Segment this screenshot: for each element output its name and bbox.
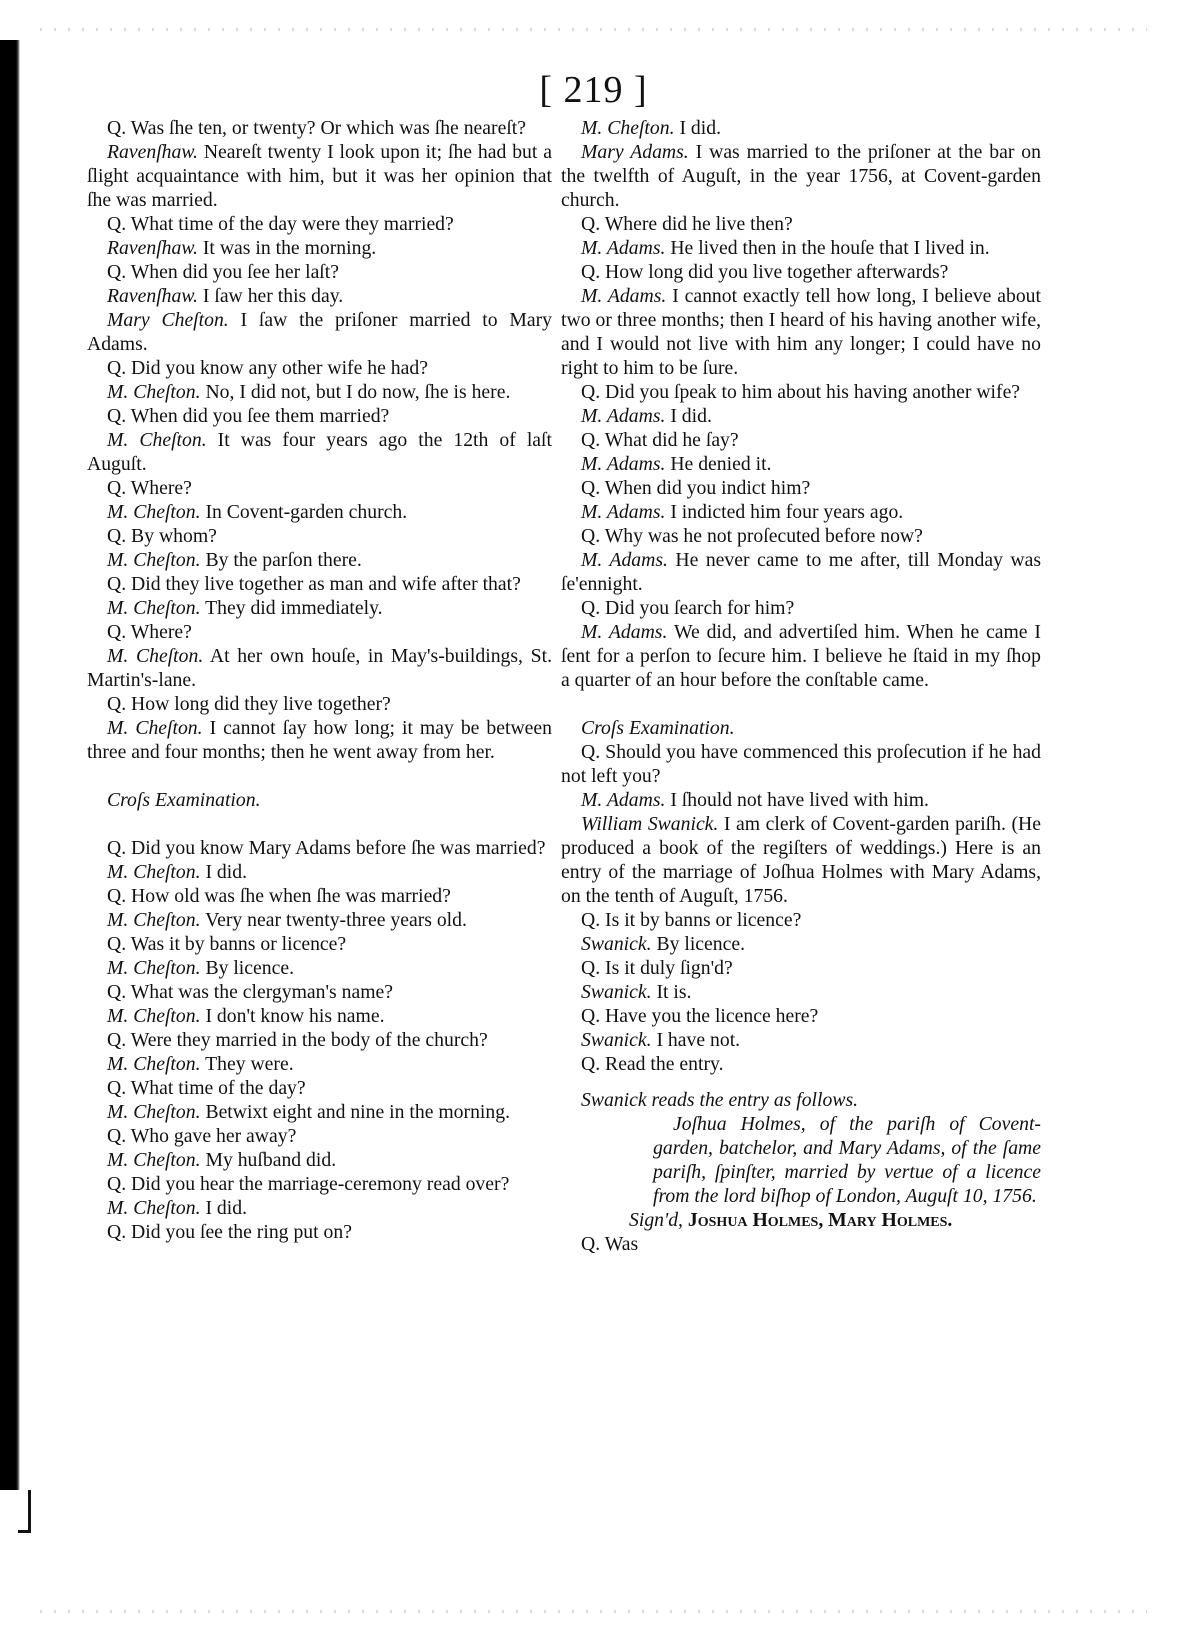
testimony-line: [87, 596, 552, 620]
testimony-line: [561, 980, 1041, 1004]
testimony-text: In Covent-garden church.: [200, 501, 408, 523]
testimony-line: [87, 548, 552, 572]
testimony-text: I ſaw the priſoner married to Mary Adams.: [87, 309, 553, 355]
testimony-text: Q. Was it by banns or licence?: [107, 933, 347, 955]
testimony-line: [561, 140, 1041, 212]
speaker-name: M. Cheſton.: [107, 381, 201, 403]
testimony-line: [87, 524, 552, 548]
testimony-line: [87, 140, 552, 212]
testimony-text: I did.: [200, 861, 247, 883]
testimony-line: [87, 1004, 552, 1028]
testimony-text: Q. Did they live together as man and wife after that?: [107, 573, 521, 595]
speaker-name: M. Cheſton.: [107, 1149, 201, 1171]
testimony-line: [87, 980, 552, 1004]
speaker-name: M. Adams.: [581, 549, 668, 571]
testimony-line: [561, 596, 1041, 620]
testimony-line: [561, 380, 1041, 404]
testimony-text: I ſhould not have lived with him.: [665, 789, 929, 811]
testimony-line: [87, 500, 552, 524]
testimony-line: [87, 860, 552, 884]
signed-names: Joshua Holmes, Mary Holmes.: [687, 1209, 953, 1231]
testimony-line: [87, 308, 552, 356]
testimony-line: [87, 1148, 552, 1172]
speaker-name: M. Cheſton.: [107, 645, 204, 667]
speaker-name: M. Cheſton.: [107, 429, 207, 451]
testimony-line: [87, 1220, 552, 1244]
testimony-text: He lived then in the houſe that I lived in.: [665, 237, 990, 259]
testimony-line: [561, 812, 1041, 908]
testimony-line: [87, 572, 552, 596]
testimony-text: Q. By whom?: [107, 525, 217, 547]
testimony-line: [87, 428, 552, 476]
speaker-name: M. Cheſton.: [107, 1005, 201, 1027]
register-entry: Joſhua Holmes, of the pariſh of Covent-garden, batchelor, and Mary Adams, of the ſame pariſh, ſpinſter, married by vertue of a licence from the lord biſhop of London, Auguſt 10, 1756.: [653, 1113, 1041, 1207]
testimony-text: By licence.: [651, 933, 746, 955]
testimony-text: Q. Did you know Mary Adams before ſhe was married?: [107, 837, 546, 859]
scan-noise-top: [40, 28, 1147, 31]
testimony-line: [87, 716, 552, 764]
testimony-line: [87, 212, 552, 236]
testimony-text: We did, and advertiſed him. When he came I ſent for a perſon to ſecure him. I believe he ſtaid in my ſhop a quarter of an hour before the conſtable came.: [561, 621, 1041, 691]
speaker-name: M. Adams.: [581, 453, 666, 475]
testimony-line: [561, 548, 1041, 596]
testimony-line: [561, 404, 1041, 428]
testimony-text: Q. Have you the licence here?: [581, 1005, 819, 1027]
testimony-line: [561, 1052, 1041, 1076]
testimony-line: [87, 692, 552, 716]
testimony-text: I cannot ſay how long; it may be between three and four months; then he went away from her.: [87, 717, 552, 763]
testimony-line: [87, 932, 552, 956]
testimony-text: Q. Did you hear the marriage-ceremony read over?: [107, 1173, 510, 1195]
scan-binding-shadow: [0, 40, 20, 1490]
testimony-text: Q. What time of the day?: [107, 1077, 306, 1099]
testimony-text: Q. Were they married in the body of the church?: [107, 1029, 488, 1051]
testimony-text: Q. When did you ſee them married?: [107, 405, 390, 427]
testimony-text: I did.: [200, 1197, 247, 1219]
testimony-line: [87, 908, 552, 932]
testimony-text: Betwixt eight and nine in the morning.: [200, 1101, 510, 1123]
testimony-line: [561, 116, 1041, 140]
speaker-name: M. Cheſton.: [107, 1197, 201, 1219]
testimony-line: [87, 476, 552, 500]
testimony-text: No, I did not, but I do now, ſhe is here.: [200, 381, 511, 403]
testimony-text: Q. Should you have commenced this proſecution if he had not left you?: [561, 741, 1041, 787]
testimony-line: [561, 932, 1041, 956]
scan-noise-bottom: [40, 1610, 1147, 1613]
entry-heading: Swanick reads the entry as follows.: [581, 1089, 859, 1111]
testimony-line: [561, 620, 1041, 692]
testimony-text: Q. Where?: [107, 621, 192, 643]
testimony-line: [561, 908, 1041, 932]
testimony-text: By the parſon there.: [200, 549, 362, 571]
testimony-line: [561, 500, 1041, 524]
testimony-text: Q. Did you ſearch for him?: [581, 597, 795, 619]
speaker-name: M. Cheſton.: [107, 909, 201, 931]
page-number: [ 219 ]: [539, 69, 648, 111]
catchword: Q. Was: [581, 1233, 639, 1255]
speaker-name: Swanick.: [581, 981, 652, 1003]
testimony-text: They did immediately.: [200, 597, 383, 619]
testimony-text: Q. Was ſhe ten, or twenty? Or which was ſhe neareſt?: [107, 117, 527, 139]
testimony-line: [87, 1028, 552, 1052]
testimony-line: [561, 956, 1041, 980]
speaker-name: M. Cheſton.: [107, 549, 201, 571]
testimony-text: Very near twenty-three years old.: [200, 909, 467, 931]
testimony-line: [87, 1172, 552, 1196]
testimony-line: [561, 260, 1041, 284]
testimony-text: Q. Where?: [107, 477, 192, 499]
speaker-name: Swanick.: [581, 933, 652, 955]
left-column: [87, 116, 552, 1244]
testimony-line: [87, 1076, 552, 1100]
signed-label: Sign'd,: [629, 1209, 683, 1231]
speaker-name: Swanick.: [581, 1029, 652, 1051]
testimony-line: [561, 476, 1041, 500]
testimony-line: [561, 284, 1041, 380]
testimony-line: [561, 1028, 1041, 1052]
testimony-line: [87, 404, 552, 428]
testimony-line: [87, 1124, 552, 1148]
testimony-text: I am clerk of Covent-garden pariſh. (He produced a book of the regiſters of weddings.) Here is an entry of the marriage of Joſhua Holmes with Mary Adams, on the tenth of Auguſt, 1756.: [561, 813, 1041, 907]
speaker-name: M. Adams.: [581, 621, 668, 643]
testimony-text: At her own houſe, in May's-buildings, St. Martin's-lane.: [87, 645, 552, 691]
testimony-text: I ſaw her this day.: [197, 285, 344, 307]
testimony-text: Q. Did you know any other wife he had?: [107, 357, 428, 379]
testimony-line: [561, 740, 1041, 788]
testimony-text: I have not.: [651, 1029, 741, 1051]
speaker-name: M. Adams.: [581, 405, 666, 427]
testimony-line: [87, 884, 552, 908]
testimony-line: [87, 956, 552, 980]
testimony-text: Q. Is it by banns or licence?: [581, 909, 802, 931]
right-cross-examination: [561, 740, 1041, 1076]
testimony-line: [87, 1196, 552, 1220]
speaker-name: M. Adams.: [581, 237, 666, 259]
testimony-line: [87, 284, 552, 308]
testimony-line: [87, 1100, 552, 1124]
speaker-name: Mary Cheſton.: [107, 309, 229, 331]
testimony-line: [561, 1004, 1041, 1028]
speaker-name: M. Adams.: [581, 789, 666, 811]
right-testimony: [561, 116, 1041, 692]
testimony-line: [561, 428, 1041, 452]
testimony-text: I did.: [665, 405, 712, 427]
testimony-text: Q. What did he ſay?: [581, 429, 739, 451]
testimony-line: [87, 260, 552, 284]
speaker-name: Mary Adams.: [581, 141, 689, 163]
speaker-name: M. Cheſton.: [107, 717, 203, 739]
testimony-line: [561, 788, 1041, 812]
right-column: [561, 116, 1041, 1256]
speaker-name: M. Adams.: [581, 501, 666, 523]
testimony-text: Neareſt twenty I look upon it; ſhe had but a ſlight acquaintance with him, but it was her opinion that ſhe was married.: [87, 141, 552, 211]
testimony-text: I indicted him four years ago.: [665, 501, 904, 523]
testimony-line: [87, 356, 552, 380]
testimony-line: [561, 236, 1041, 260]
testimony-line: [87, 380, 552, 404]
testimony-text: My huſband did.: [200, 1149, 337, 1171]
testimony-text: Q. When did you ſee her laſt?: [107, 261, 339, 283]
speaker-name: Ravenſhaw.: [107, 285, 198, 307]
speaker-name: M. Adams.: [581, 285, 667, 307]
testimony-line: [87, 644, 552, 692]
testimony-text: Q. What time of the day were they married?: [107, 213, 454, 235]
testimony-text: Q. Is it duly ſign'd?: [581, 957, 733, 979]
testimony-text: Q. How old was ſhe when ſhe was married?: [107, 885, 451, 907]
testimony-line: [87, 620, 552, 644]
testimony-text: I did.: [674, 117, 721, 139]
testimony-line: [87, 116, 552, 140]
testimony-text: He denied it.: [665, 453, 772, 475]
register-signatures: [561, 1208, 1041, 1232]
speaker-name: M. Cheſton.: [581, 117, 675, 139]
testimony-text: They were.: [200, 1053, 294, 1075]
left-cross-examination: [87, 836, 552, 1244]
testimony-text: By licence.: [200, 957, 294, 979]
speaker-name: Ravenſhaw.: [107, 141, 198, 163]
testimony-line: [561, 524, 1041, 548]
right-section-heading: Croſs Examination.: [581, 717, 735, 739]
left-testimony: [87, 116, 552, 764]
speaker-name: M. Cheſton.: [107, 1101, 201, 1123]
speaker-name: M. Cheſton.: [107, 1053, 201, 1075]
testimony-line: [87, 1052, 552, 1076]
testimony-text: I don't know his name.: [200, 1005, 385, 1027]
speaker-name: Ravenſhaw.: [107, 237, 198, 259]
testimony-text: Q. How long did you live together afterwards?: [581, 261, 949, 283]
testimony-text: It was in the morning.: [197, 237, 377, 259]
testimony-text: Q. Who gave her away?: [107, 1125, 297, 1147]
testimony-line: [87, 236, 552, 260]
testimony-text: It is.: [651, 981, 692, 1003]
testimony-text: Q. Why was he not proſecuted before now?: [581, 525, 923, 547]
testimony-line: [561, 212, 1041, 236]
testimony-text: Q. Did you ſpeak to him about his having another wife?: [581, 381, 1021, 403]
scan-binding-mark: [18, 1490, 31, 1533]
testimony-text: Q. How long did they live together?: [107, 693, 391, 715]
left-section-heading: Croſs Examination.: [107, 789, 261, 811]
testimony-line: [561, 452, 1041, 476]
testimony-text: Q. Did you ſee the ring put on?: [107, 1221, 352, 1243]
testimony-text: I was married to the priſoner at the bar on the twelfth of Auguſt, in the year 1756, at Covent-garden church.: [561, 141, 1041, 211]
testimony-text: It was four years ago the 12th of laſt Auguſt.: [87, 429, 552, 475]
testimony-text: Q. When did you indict him?: [581, 477, 811, 499]
speaker-name: M. Cheſton.: [107, 861, 201, 883]
testimony-line: [87, 836, 552, 860]
testimony-text: He never came to me after, till Monday was ſe'ennight.: [561, 549, 1041, 595]
testimony-text: Q. What was the clergyman's name?: [107, 981, 394, 1003]
testimony-text: Q. Where did he live then?: [581, 213, 793, 235]
speaker-name: M. Cheſton.: [107, 597, 201, 619]
testimony-text: Q. Read the entry.: [581, 1053, 724, 1075]
speaker-name: M. Cheſton.: [107, 501, 201, 523]
testimony-text: I cannot exactly tell how long, I believe about two or three months; then I heard of his having another wife, and I would not live with him any longer; I could have no right to him to be ſure.: [561, 285, 1041, 379]
speaker-name: M. Cheſton.: [107, 957, 201, 979]
speaker-name: William Swanick.: [581, 813, 719, 835]
